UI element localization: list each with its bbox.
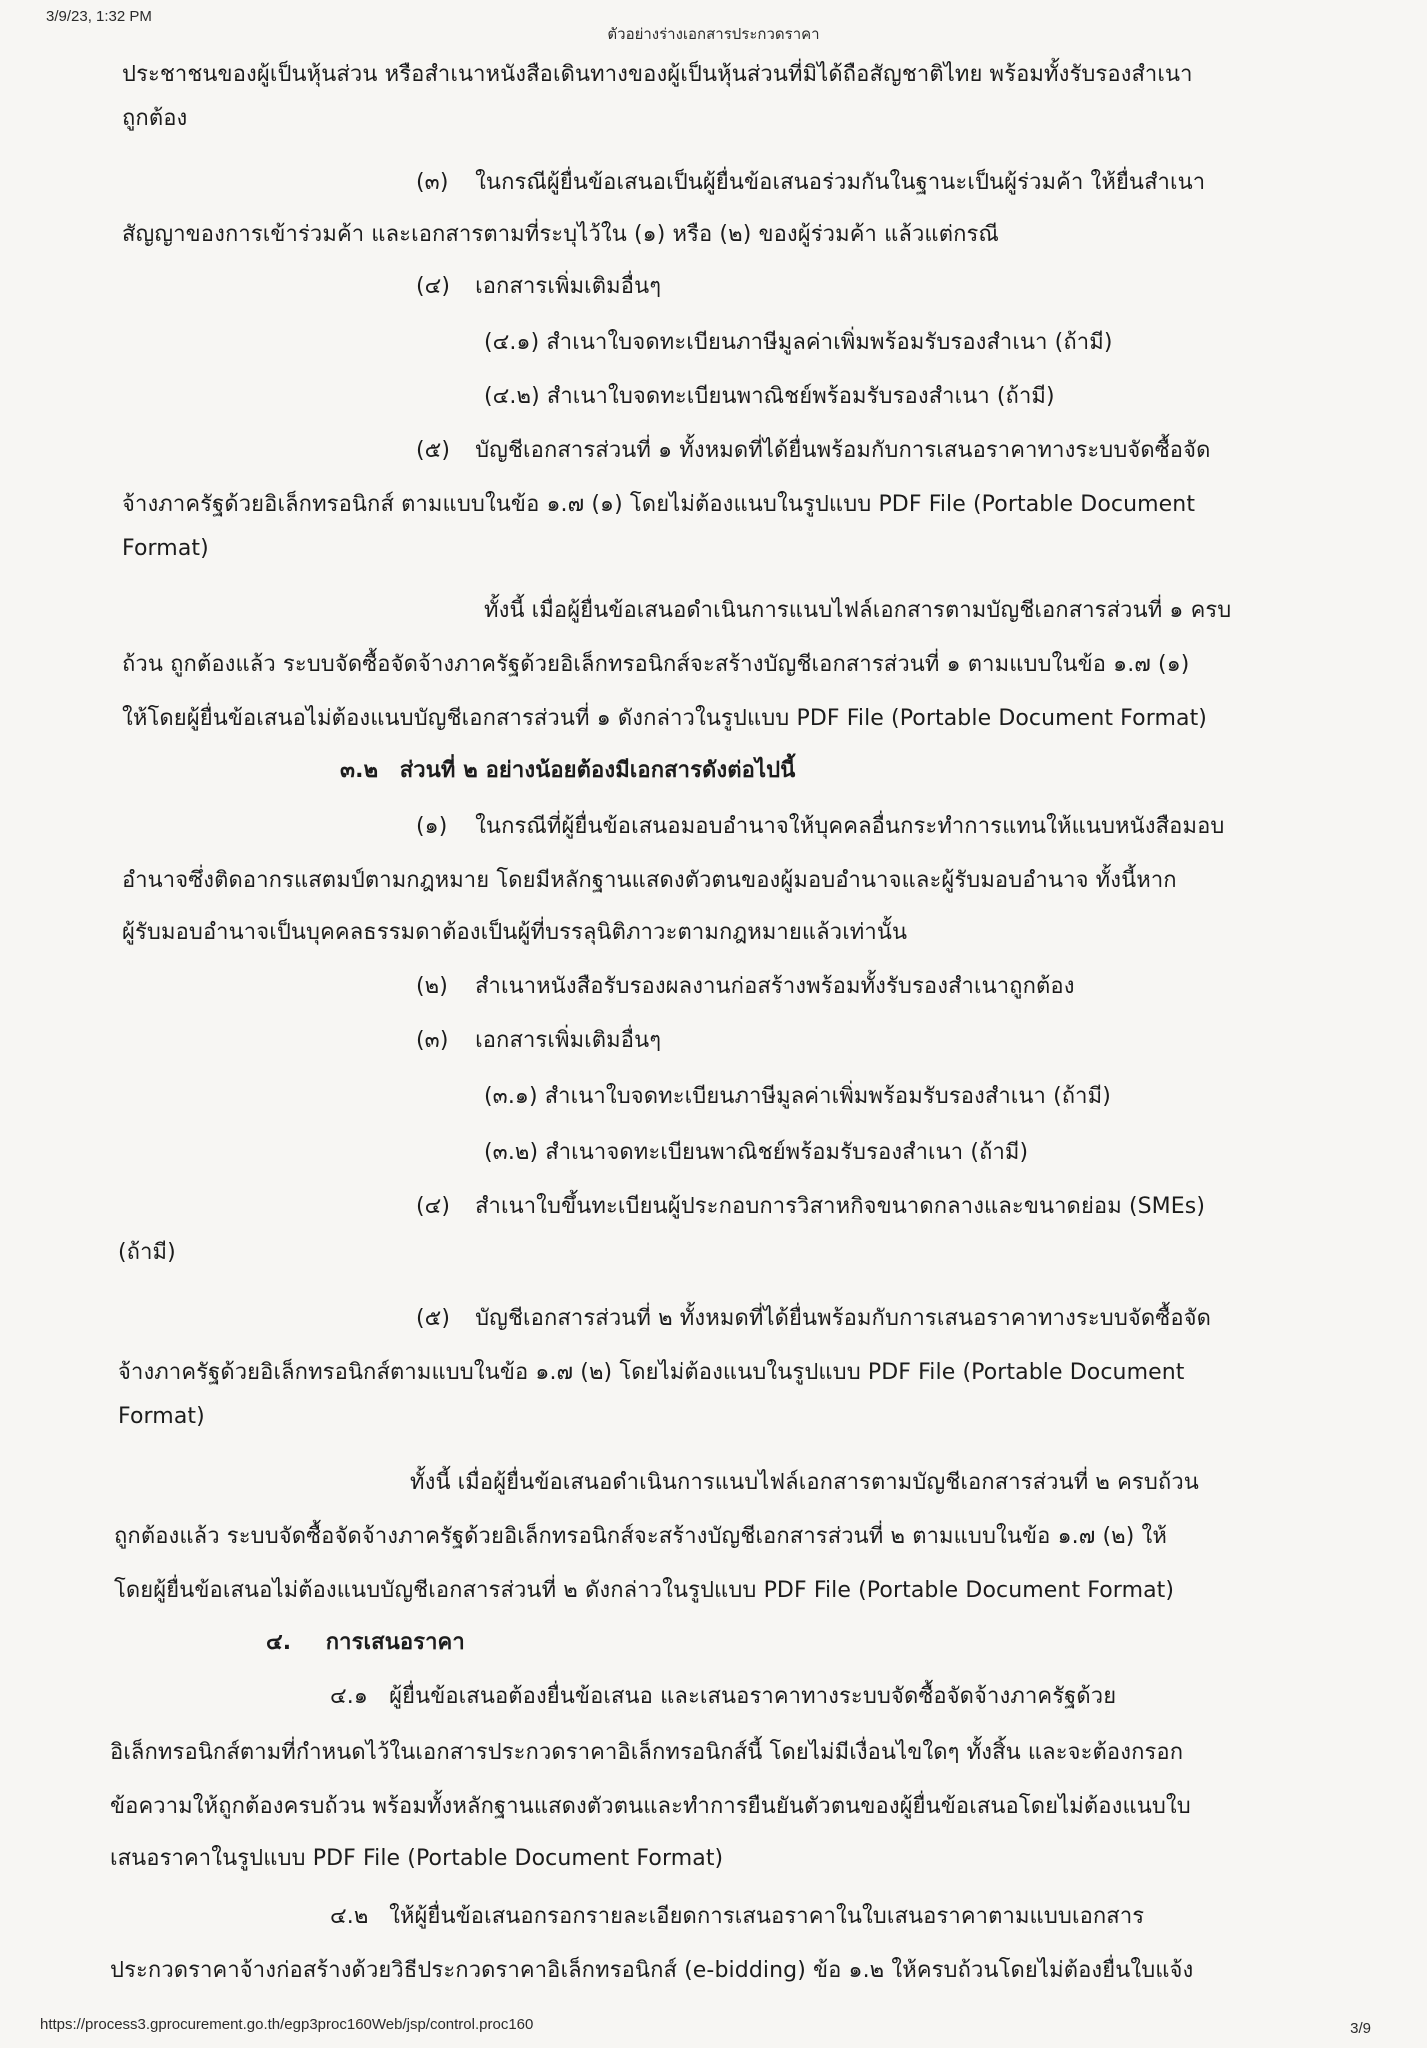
print-date: 3/9/23, 1:32 PM <box>46 8 152 25</box>
paragraph-line: ทั้งนี้ เมื่อผู้ยื่นข้อเสนอดำเนินการแนบไฟล์เอกสารตามบัญชีเอกสารส่วนที่ ๒ ครบถ้วน <box>410 1470 1199 1495</box>
paragraph-line: ทั้งนี้ เมื่อผู้ยื่นข้อเสนอดำเนินการแนบไฟล์เอกสารตามบัญชีเอกสารส่วนที่ ๑ ครบ <box>484 598 1232 623</box>
paragraph-line: ข้อความให้ถูกต้องครบถ้วน พร้อมทั้งหลักฐานแสดงตัวตนและทำการยืนยันตัวตนของผู้ยื่นข้อเสนอโดยไม่ต้องแนบใบ <box>110 1794 1191 1819</box>
list-item <box>416 1304 1211 1334</box>
list-item <box>416 1192 1205 1222</box>
list-item-text: สำเนาใบขึ้นทะเบียนผู้ประกอบการวิสาหกิจขนาดกลางและขนาดย่อม (SMEs) <box>475 1194 1206 1219</box>
paragraph-line: เสนอราคาในรูปแบบ PDF File (Portable Document Format) <box>110 1846 724 1871</box>
page-number: 3/9 <box>1350 2020 1371 2037</box>
list-item-text: สำเนาหนังสือรับรองผลงานก่อสร้างพร้อมทั้งรับรองสำเนาถูกต้อง <box>475 974 1075 999</box>
paragraph-line: ผู้รับมอบอำนาจเป็นบุคคลธรรมดาต้องเป็นผู้ที่บรรลุนิติภาวะตามกฎหมายแล้วเท่านั้น <box>122 920 908 945</box>
list-marker: ๔.๒ <box>330 1904 369 1929</box>
section-title: การเสนอราคา <box>325 1630 465 1655</box>
list-item <box>330 1682 1116 1712</box>
list-marker: (๕) <box>416 1306 451 1331</box>
section-number: ๓.๒ <box>340 758 379 783</box>
list-marker: (๒) <box>416 974 448 999</box>
paragraph-line: ประกวดราคาจ้างก่อสร้างด้วยวิธีประกวดราคาอิเล็กทรอนิกส์ (e-bidding) ข้อ ๑.๒ ให้ครบถ้วนโดยไม่ต้องยื่นใบแจ้ง <box>110 1958 1194 1983</box>
paragraph-line: อิเล็กทรอนิกส์ตามที่กำหนดไว้ในเอกสารประกวดราคาอิเล็กทรอนิกส์นี้ โดยไม่มีเงื่อนไขใดๆ ทั้งสิ้น และจะต้องกรอก <box>110 1740 1184 1765</box>
paragraph-line: ประชาชนของผู้เป็นหุ้นส่วน หรือสำเนาหนังสือเดินทางของผู้เป็นหุ้นส่วนที่มิได้ถือสัญชาติไทย พร้อมทั้งรับรองสำเนา <box>122 62 1193 87</box>
list-item-text: ให้ผู้ยื่นข้อเสนอกรอกรายละเอียดการเสนอราคาในใบเสนอราคาตามแบบเอกสาร <box>389 1904 1145 1929</box>
list-item-text: เอกสารเพิ่มเติมอื่นๆ <box>475 1028 662 1053</box>
list-item-text: เอกสารเพิ่มเติมอื่นๆ <box>475 274 662 299</box>
list-item-text: ในกรณีที่ผู้ยื่นข้อเสนอมอบอำนาจให้บุคคลอื่นกระทำการแทนให้แนบหนังสือมอบ <box>475 814 1225 839</box>
paragraph-line: สัญญาของการเข้าร่วมค้า และเอกสารตามที่ระบุไว้ใน (๑) หรือ (๒) ของผู้ร่วมค้า แล้วแต่กรณี <box>122 222 999 247</box>
list-item <box>416 812 1224 842</box>
sub-list-item: (๔.๑) สำเนาใบจดทะเบียนภาษีมูลค่าเพิ่มพร้อมรับรองสำเนา (ถ้ามี) <box>484 330 1113 355</box>
list-marker: ๔.๑ <box>330 1684 368 1709</box>
list-item <box>416 436 1211 466</box>
list-marker: (๔) <box>416 274 451 299</box>
list-marker: (๕) <box>416 438 451 463</box>
list-marker: (๓) <box>416 1028 449 1053</box>
list-item <box>330 1902 1144 1932</box>
list-item <box>416 168 1205 198</box>
paragraph-line: ให้โดยผู้ยื่นข้อเสนอไม่ต้องแนบบัญชีเอกสารส่วนที่ ๑ ดังกล่าวในรูปแบบ PDF File (Portable Document Format) <box>122 706 1207 731</box>
paragraph-line: ถูกต้อง <box>122 106 188 131</box>
sub-list-item: (๓.๒) สำเนาจดทะเบียนพาณิชย์พร้อมรับรองสำเนา (ถ้ามี) <box>484 1140 1029 1165</box>
paragraph-line: จ้างภาครัฐด้วยอิเล็กทรอนิกส์ ตามแบบในข้อ ๑.๗ (๑) โดยไม่ต้องแนบในรูปแบบ PDF File (Portable Document <box>122 492 1196 517</box>
list-item-text: บัญชีเอกสารส่วนที่ ๑ ทั้งหมดที่ได้ยื่นพร้อมกับการเสนอราคาทางระบบจัดซื้อจัด <box>475 438 1211 463</box>
print-header <box>0 8 1427 43</box>
sub-list-item: (๓.๑) สำเนาใบจดทะเบียนภาษีมูลค่าเพิ่มพร้อมรับรองสำเนา (ถ้ามี) <box>484 1084 1111 1109</box>
paragraph-line: จ้างภาครัฐด้วยอิเล็กทรอนิกส์ตามแบบในข้อ ๑.๗ (๒) โดยไม่ต้องแนบในรูปแบบ PDF File (Portable Document <box>118 1360 1185 1385</box>
list-item <box>416 972 1075 1002</box>
paragraph-line: ถ้วน ถูกต้องแล้ว ระบบจัดซื้อจัดจ้างภาครัฐด้วยอิเล็กทรอนิกส์จะสร้างบัญชีเอกสารส่วนที่ ๑ ตามแบบในข้อ ๑.๗ (๑) <box>122 652 1190 677</box>
list-marker: (๔) <box>416 1194 451 1219</box>
print-footer <box>0 2016 1427 2038</box>
paragraph-line: อำนาจซึ่งติดอากรแสตมป์ตามกฎหมาย โดยมีหลักฐานแสดงตัวตนของผู้มอบอำนาจและผู้รับมอบอำนาจ ทั้งนี้หาก <box>122 868 1177 893</box>
paragraph-line: Format) <box>122 536 209 561</box>
list-item-text: บัญชีเอกสารส่วนที่ ๒ ทั้งหมดที่ได้ยื่นพร้อมกับการเสนอราคาทางระบบจัดซื้อจัด <box>475 1306 1212 1331</box>
list-marker: (๓) <box>416 170 449 195</box>
section-heading <box>340 756 795 786</box>
paragraph-line: (ถ้ามี) <box>118 1240 176 1265</box>
list-item <box>416 1026 661 1056</box>
page-url: https://process3.gprocurement.go.th/egp3proc160Web/jsp/control.proc160 <box>40 2016 534 2033</box>
paragraph-line: ถูกต้องแล้ว ระบบจัดซื้อจัดจ้างภาครัฐด้วยอิเล็กทรอนิกส์จะสร้างบัญชีเอกสารส่วนที่ ๒ ตามแบบในข้อ ๑.๗ (๒) ให้ <box>114 1524 1167 1549</box>
section-heading <box>266 1628 465 1658</box>
paragraph-line: Format) <box>118 1404 205 1429</box>
list-marker: (๑) <box>416 814 448 839</box>
paragraph-line: โดยผู้ยื่นข้อเสนอไม่ต้องแนบบัญชีเอกสารส่วนที่ ๒ ดังกล่าวในรูปแบบ PDF File (Portable Document Format) <box>114 1578 1175 1603</box>
sub-list-item: (๔.๒) สำเนาใบจดทะเบียนพาณิชย์พร้อมรับรองสำเนา (ถ้ามี) <box>484 384 1055 409</box>
list-item-text: ในกรณีผู้ยื่นข้อเสนอเป็นผู้ยื่นข้อเสนอร่วมกันในฐานะเป็นผู้ร่วมค้า ให้ยื่นสำเนา <box>475 170 1206 195</box>
section-number: ๔. <box>266 1630 292 1655</box>
list-item <box>416 272 661 302</box>
list-item-text: ผู้ยื่นข้อเสนอต้องยื่นข้อเสนอ และเสนอราคาทางระบบจัดซื้อจัดจ้างภาครัฐด้วย <box>389 1684 1117 1709</box>
document-title: ตัวอย่างร่างเอกสารประกวดราคา <box>607 26 820 43</box>
section-title: ส่วนที่ ๒ อย่างน้อยต้องมีเอกสารดังต่อไปนี้ <box>399 758 796 783</box>
